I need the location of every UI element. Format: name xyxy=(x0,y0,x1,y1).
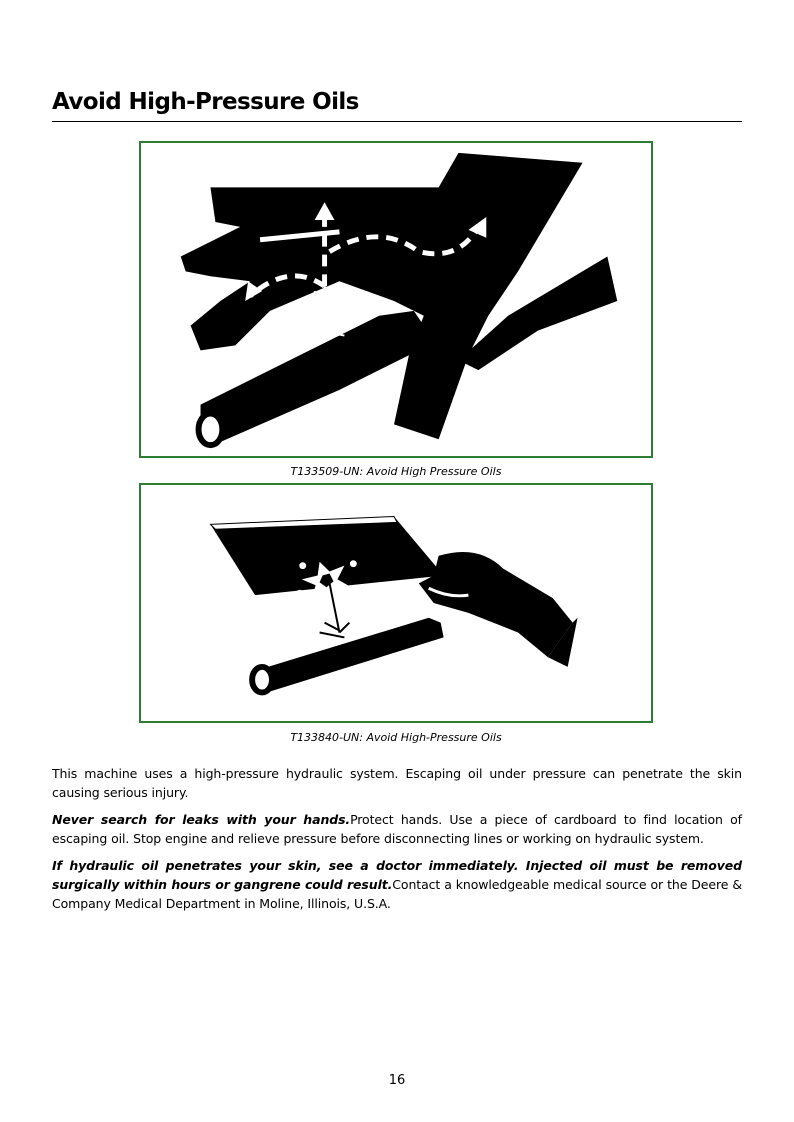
emphasis-see-doctor: If hydraulic oil penetrates your skin, see a doctor immediately. Injected oil must be removed surgically within hours or gangrene could result. xyxy=(52,858,742,892)
cardboard-leak-illustration xyxy=(139,483,653,723)
paragraph-injury-treatment xyxy=(52,856,742,913)
paragraph-leak-search-text: Protect hands. Use a piece of cardboard to find location of escaping oil. Stop engine and relieve pressure before disconnecting lines or working on hydraulic system. xyxy=(52,812,742,846)
paragraph-injury-treatment-text: Contact a knowledgeable medical source or the Deere & Company Medical Department in Moline, Illinois, U.S.A. xyxy=(52,877,742,911)
paragraph-warning-intro: This machine uses a high-pressure hydraulic system. Escaping oil under pressure can penetrate the skin causing serious injury. xyxy=(52,766,742,800)
page-number: 16 xyxy=(388,1073,406,1088)
cardboard-leak-icon xyxy=(141,485,651,721)
paragraph-leak-search xyxy=(52,810,742,848)
emphasis-never-search: Never search for leaks with your hands. xyxy=(52,812,351,827)
page-title: Avoid High-Pressure Oils xyxy=(52,86,742,122)
figure-caption-2: T133840-UN: Avoid High-Pressure Oils xyxy=(290,731,502,744)
hand-injury-illustration xyxy=(139,141,653,458)
figure-caption-1: T133509-UN: Avoid High Pressure Oils xyxy=(290,465,502,478)
hand-oil-leak-icon xyxy=(141,143,651,456)
